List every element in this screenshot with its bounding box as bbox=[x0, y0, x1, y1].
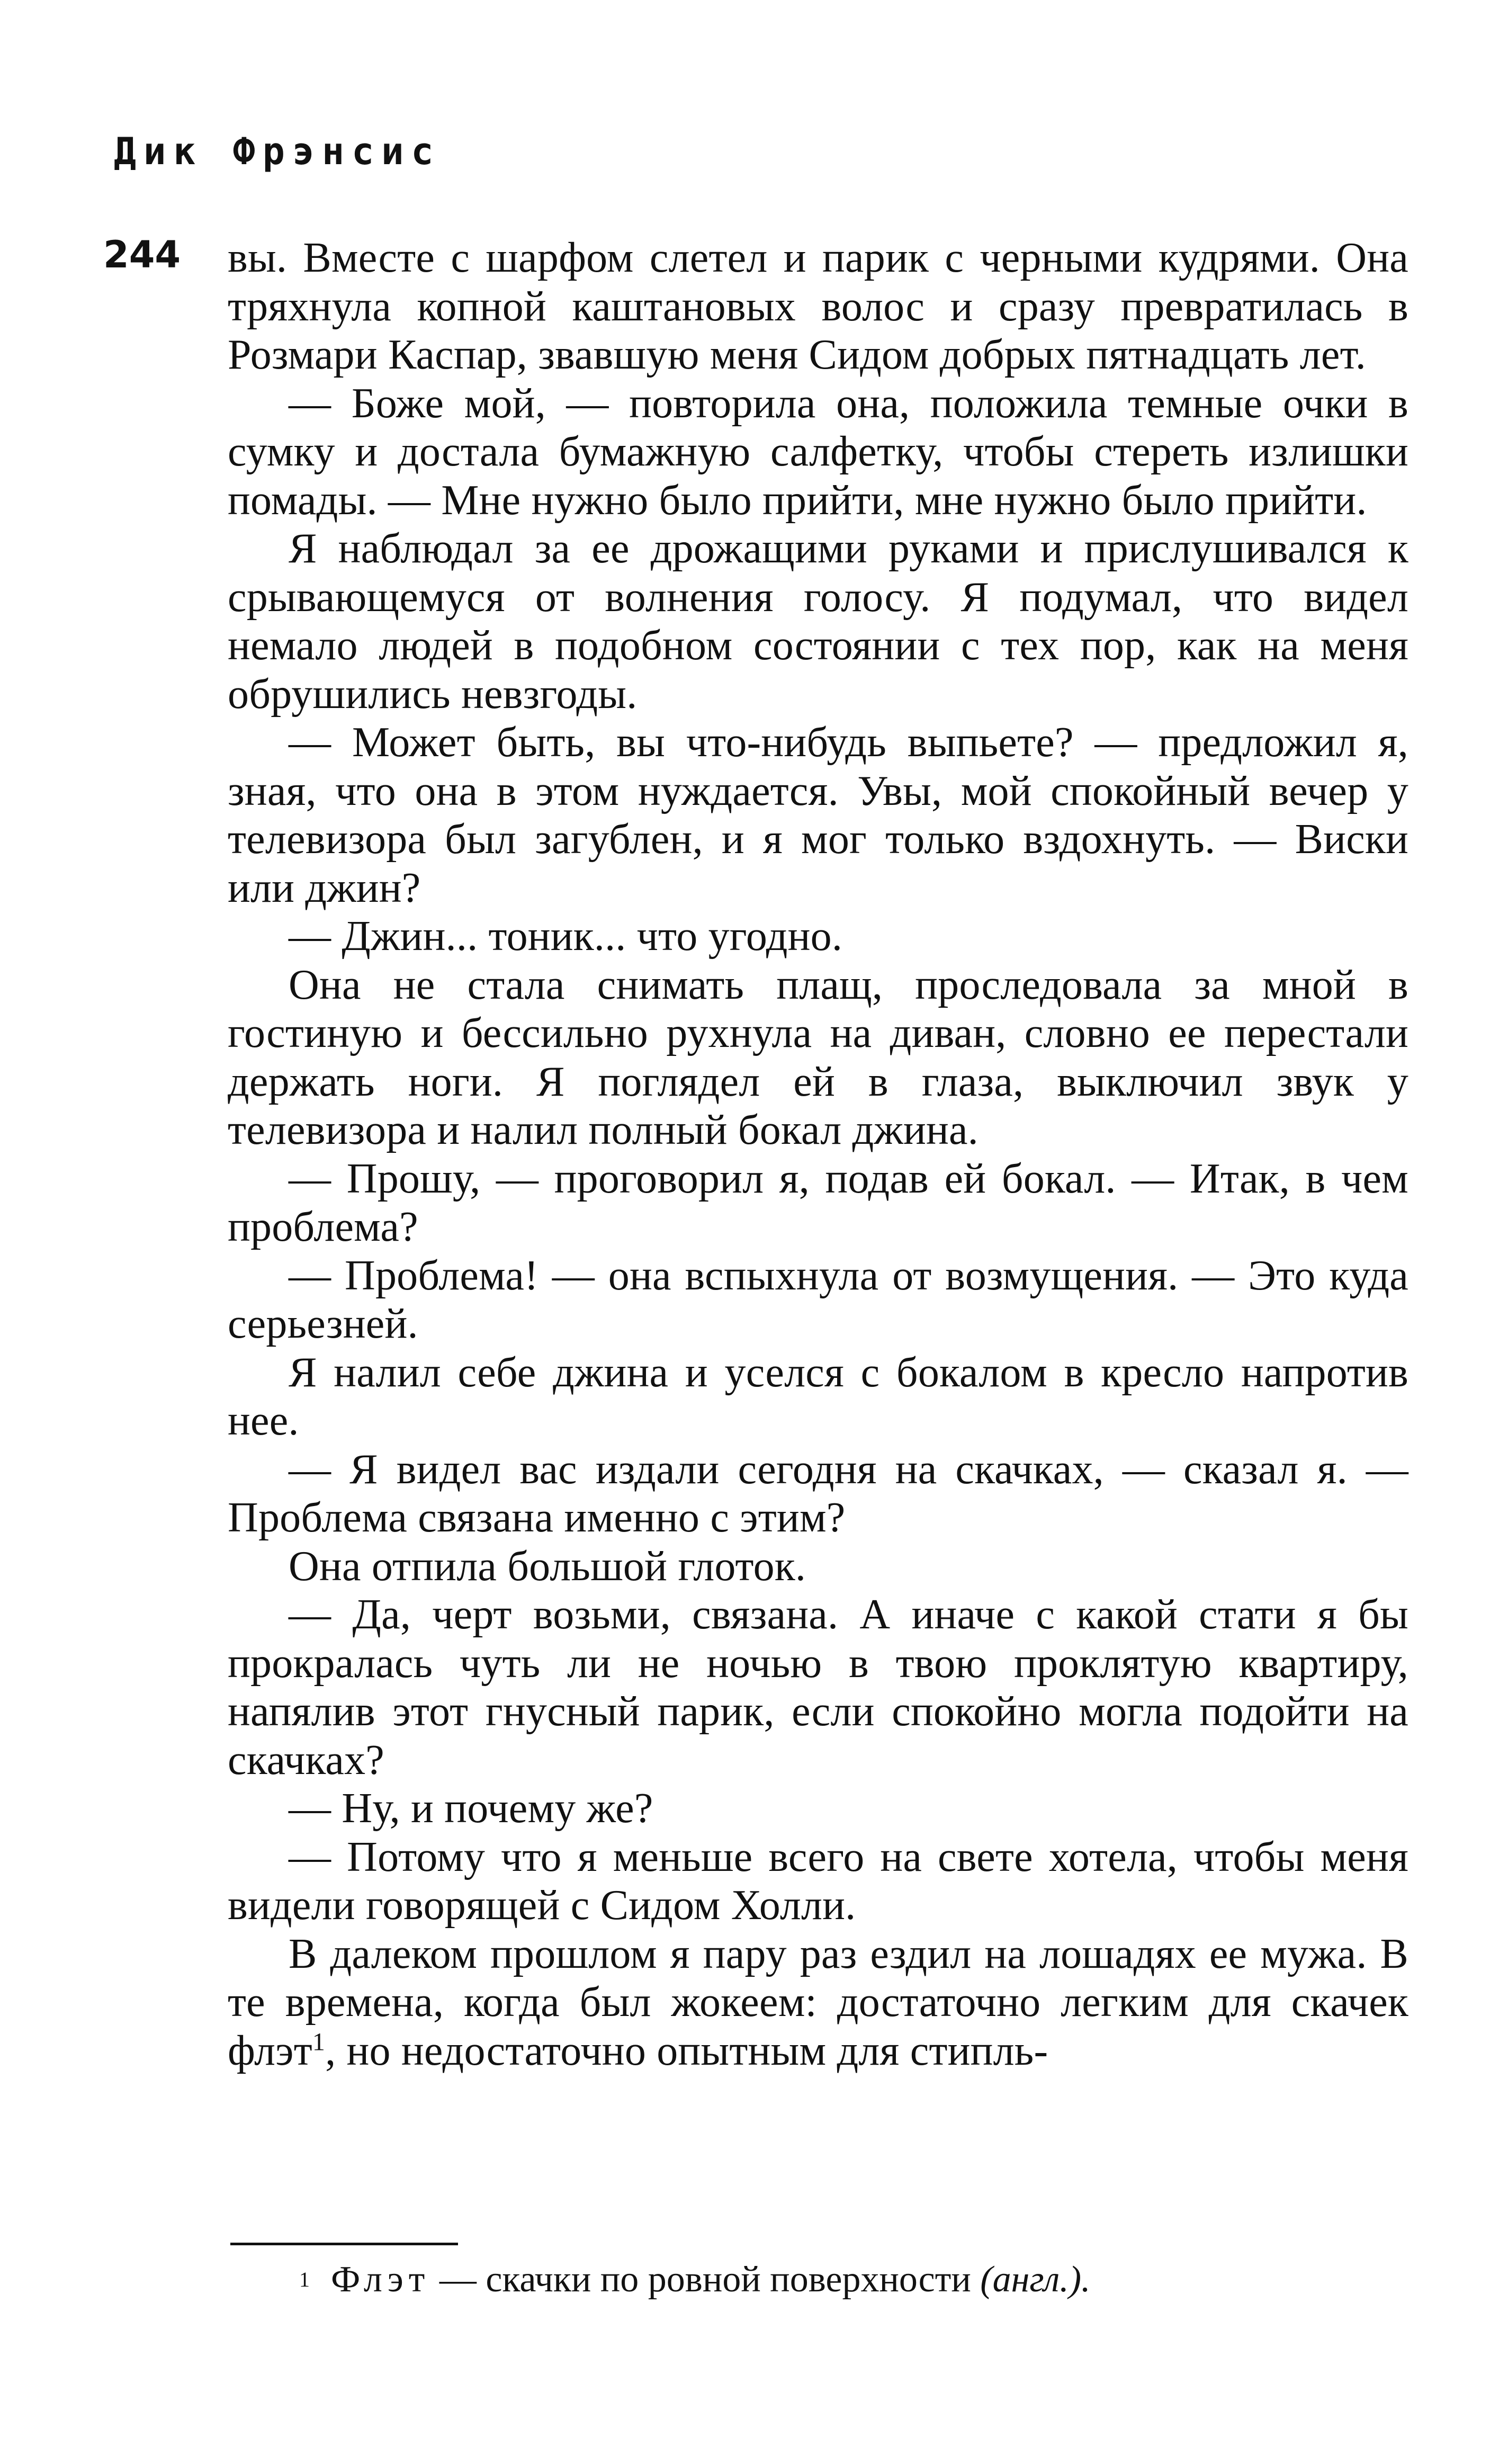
paragraph: Она не стала снимать плащ, проследовала за мной в гостиную и бессильно рухнула на диван, словно ее перестали держать ноги. Я поглядел ей в глаза, выключил звук у телевизора и налил полный бокал джина. bbox=[228, 961, 1408, 1153]
paragraph: — Ну, и почему же? bbox=[289, 1785, 653, 1832]
paragraph-text: В далеком прошлом я пару раз ездил на лошадях ее мужа. В те времена, когда был жокеем: достаточно легким для скачек флэт bbox=[228, 1930, 1408, 2074]
paragraph: — Да, черт возьми, связана. А иначе с какой стати я бы прокралась чуть ли не ночью в твою проклятую квартиру, напялив этот гнусный парик, если спокойно могла подойти на скачках? bbox=[228, 1591, 1408, 1784]
footnote-term: Флэт bbox=[331, 2259, 430, 2300]
footnote-divider bbox=[230, 2243, 458, 2245]
running-head: Дик Фрэнсис bbox=[114, 130, 441, 173]
paragraph: — Может быть, вы что-нибудь выпьете? — предложил я, зная, что она в этом нуждается. Увы, мой спокойный вечер у телевизора был загублен, и я мог только вздохнуть. — Виски или джин? bbox=[228, 719, 1408, 911]
paragraph-text-continued: , но недостаточно опытным для стипль- bbox=[325, 2027, 1048, 2074]
paragraph: Я налил себе джина и уселся с бокалом в кресло напротив нее. bbox=[228, 1349, 1408, 1444]
footnote-mark: 1 bbox=[299, 2268, 310, 2291]
page-number: 244 bbox=[103, 233, 181, 276]
paragraph: Она отпила большой глоток. bbox=[289, 1543, 806, 1590]
paragraph: вы. Вместе с шарфом слетел и парик с черными кудрями. Она тряхнула копной каштановых волос и сразу превратилась в Розмари Каспар, звавшую меня Сидом добрых пятнадцать лет. bbox=[228, 235, 1408, 378]
paragraph: — Потому что я меньше всего на свете хотела, чтобы меня видели говорящей с Сидом Холли. bbox=[228, 1833, 1408, 1929]
footnote-language-note: (англ.). bbox=[980, 2259, 1091, 2300]
footnote bbox=[299, 2259, 1091, 2301]
paragraph: — Джин... тоник... что угодно. bbox=[289, 913, 843, 960]
paragraph: — Прошу, — проговорил я, подав ей бокал. — Итак, в чем проблема? bbox=[228, 1155, 1408, 1250]
footnote-text: — скачки по ровной поверхности bbox=[430, 2259, 981, 2300]
footnote-reference[interactable]: 1 bbox=[312, 2027, 326, 2056]
paragraph: Я наблюдал за ее дрожащими руками и прислушивался к срывающемуся от волнения голосу. Я подумал, что видел немало людей в подобном состоянии с тех пор, как на меня обрушились невзгоды. bbox=[228, 525, 1408, 718]
body-text bbox=[228, 234, 1408, 2075]
paragraph: — Проблема! — она вспыхнула от возмущения. — Это куда серьезней. bbox=[228, 1252, 1408, 1347]
paragraph: — Боже мой, — повторила она, положила темные очки в сумку и достала бумажную салфетку, чтобы стереть излишки помады. — Мне нужно было прийти, мне нужно было прийти. bbox=[228, 380, 1408, 524]
paragraph-with-footnote bbox=[228, 1930, 1408, 2076]
paragraph: — Я видел вас издали сегодня на скачках, — сказал я. — Проблема связана именно с этим? bbox=[228, 1446, 1408, 1541]
